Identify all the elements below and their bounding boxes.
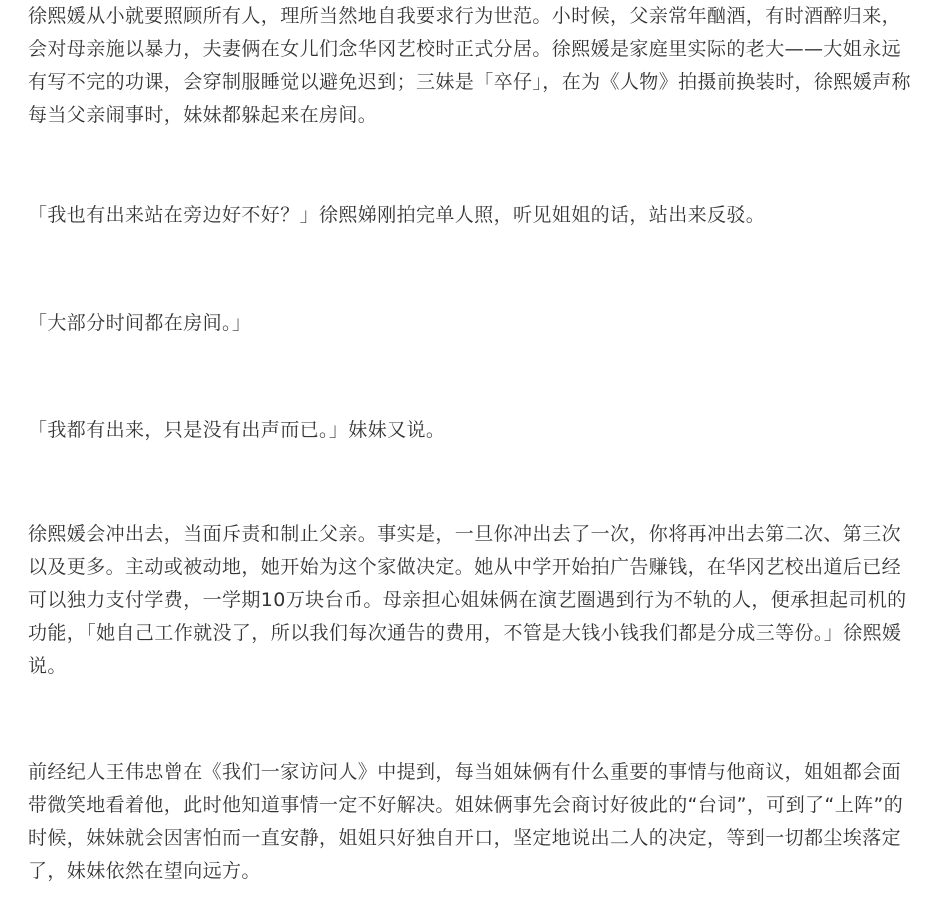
paragraph-6: 前经纪人王伟忠曾在《我们一家访问人》中提到，每当姐妹俩有什么重要的事情与他商议，姐姐都会面带微笑地看着他，此时他知道事情一定不好解决。姐妹俩事先会商讨好彼此的“台词”，可到了“上阵”的时候，妹妹就会因害怕而一直安静，姐姐只好独自开口，坚定地说出二人的决定，等到一切都尘埃落定了，妹妹依然在望向远方。 [28, 761, 904, 882]
paragraph-1: 徐熙媛从小就要照顾所有人，理所当然地自我要求行为世范。小时候，父亲常年酗酒，有时酒醉归来，会对母亲施以暴力，夫妻俩在女儿们念华冈艺校时正式分居。徐熙媛是家庭里实际的老大——大姐永远有写不完的功课，会穿制服睡觉以避免迟到；三妹是「卒仔」，在为《人物》拍摄前换装时，徐熙媛声称每当父亲闹事时，妹妹都躲起来在房间。 [28, 5, 911, 126]
paragraph-5: 徐熙媛会冲出去，当面斥责和制止父亲。事实是，一旦你冲出去了一次，你将再冲出去第二次、第三次以及更多。主动或被动地，她开始为这个家做决定。她从中学开始拍广告赚钱，在华冈艺校出道后已经可以独力支付学费，一学期10万块台币。母亲担心姐妹俩在演艺圈遇到行为不轨的人，便承担起司机的功能，「她自己工作就没了，所以我们每次通告的费用，不管是大钱小钱我们都是分成三等份。」徐熙媛说。 [28, 523, 907, 677]
paragraph-4: 「我都有出来，只是没有出声而已。」妹妹又说。 [28, 419, 446, 441]
paragraph-2: 「我也有出来站在旁边好不好？」徐熙娣刚拍完单人照，听见姐姐的话，站出来反驳。 [28, 204, 766, 226]
paragraph-3: 「大部分时间都在房间。」 [28, 312, 252, 334]
